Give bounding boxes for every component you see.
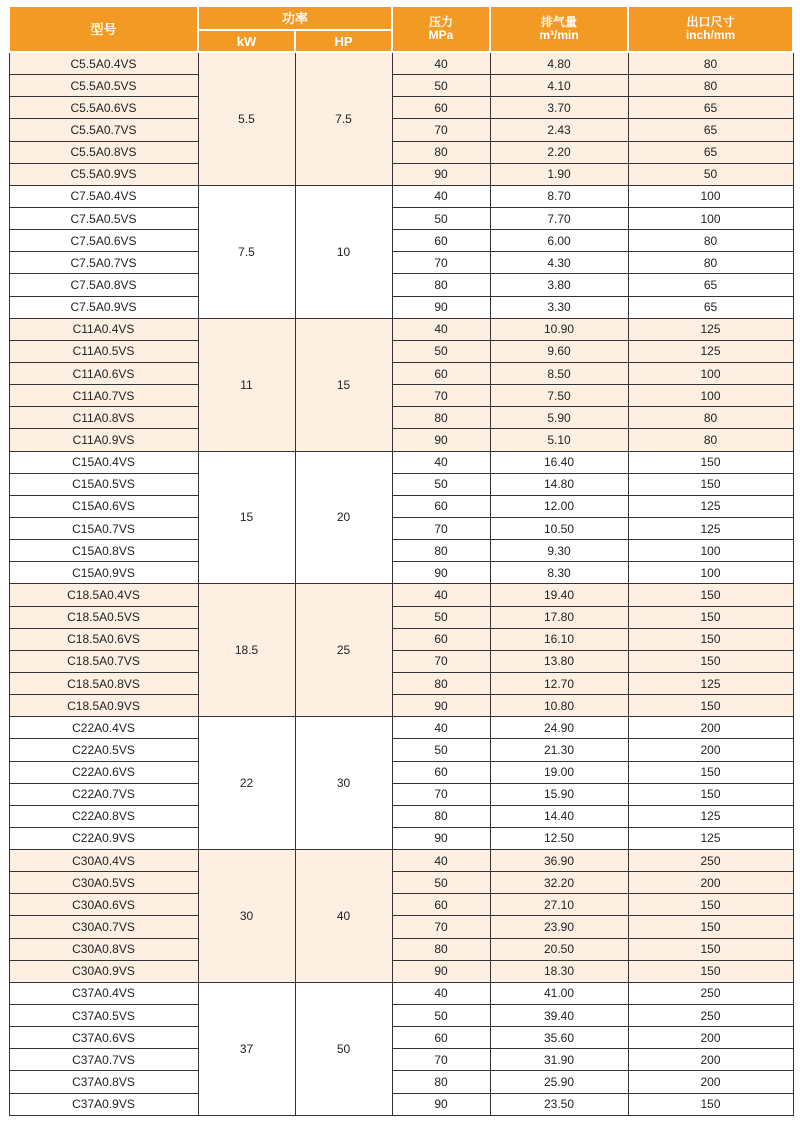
power-kw-cell: 22: [198, 717, 295, 850]
model-cell: C22A0.5VS: [9, 739, 198, 761]
model-cell: C11A0.6VS: [9, 362, 198, 384]
model-cell: C18.5A0.8VS: [9, 672, 198, 694]
flow-cell: 5.90: [490, 407, 628, 429]
outlet-cell: 150: [628, 938, 793, 960]
pressure-cell: 40: [392, 717, 490, 739]
model-cell: C5.5A0.5VS: [9, 75, 198, 97]
model-cell: C11A0.5VS: [9, 340, 198, 362]
pressure-cell: 80: [392, 1071, 490, 1093]
model-cell: C30A0.6VS: [9, 894, 198, 916]
model-cell: C18.5A0.4VS: [9, 584, 198, 606]
model-cell: C37A0.7VS: [9, 1049, 198, 1071]
power-kw-cell: 15: [198, 451, 295, 584]
model-cell: C5.5A0.8VS: [9, 141, 198, 163]
table-row: [9, 606, 793, 628]
flow-cell: 16.40: [490, 451, 628, 473]
header-flow: [490, 6, 628, 52]
header-pressure-label: 压力: [429, 15, 454, 29]
model-cell: C5.5A0.4VS: [9, 52, 198, 75]
pressure-cell: 70: [392, 252, 490, 274]
flow-cell: 6.00: [490, 230, 628, 252]
pressure-cell: 70: [392, 119, 490, 141]
table-row: [9, 672, 793, 694]
outlet-cell: 65: [628, 296, 793, 318]
pressure-cell: 80: [392, 672, 490, 694]
flow-cell: 7.70: [490, 207, 628, 229]
flow-cell: 23.90: [490, 916, 628, 938]
outlet-cell: 125: [628, 340, 793, 362]
power-kw-cell: 18.5: [198, 584, 295, 717]
model-cell: C7.5A0.6VS: [9, 230, 198, 252]
table-row: [9, 407, 793, 429]
outlet-cell: 80: [628, 252, 793, 274]
pressure-cell: 40: [392, 52, 490, 75]
pressure-cell: 60: [392, 1027, 490, 1049]
power-kw-cell: 11: [198, 318, 295, 451]
table-row: [9, 230, 793, 252]
pressure-cell: 90: [392, 695, 490, 717]
power-hp-cell: 30: [295, 717, 392, 850]
table-row: [9, 827, 793, 849]
flow-cell: 10.80: [490, 695, 628, 717]
model-cell: C7.5A0.5VS: [9, 207, 198, 229]
table-row: [9, 850, 793, 872]
table-row: [9, 717, 793, 739]
outlet-cell: 150: [628, 894, 793, 916]
power-hp-cell: 10: [295, 185, 392, 318]
pressure-cell: 60: [392, 97, 490, 119]
model-cell: C30A0.5VS: [9, 872, 198, 894]
flow-cell: 10.50: [490, 517, 628, 539]
pressure-cell: 80: [392, 938, 490, 960]
outlet-cell: 125: [628, 827, 793, 849]
outlet-cell: 100: [628, 385, 793, 407]
flow-cell: 3.30: [490, 296, 628, 318]
outlet-cell: 150: [628, 650, 793, 672]
outlet-cell: 125: [628, 495, 793, 517]
header-pressure: [392, 6, 490, 52]
pressure-cell: 80: [392, 407, 490, 429]
flow-cell: 4.10: [490, 75, 628, 97]
outlet-cell: 80: [628, 407, 793, 429]
pressure-cell: 90: [392, 429, 490, 451]
outlet-cell: 65: [628, 97, 793, 119]
outlet-cell: 100: [628, 362, 793, 384]
flow-cell: 1.90: [490, 163, 628, 185]
model-cell: C18.5A0.9VS: [9, 695, 198, 717]
header-flow-label: 排气量: [541, 15, 578, 29]
table-row: [9, 274, 793, 296]
flow-cell: 14.80: [490, 473, 628, 495]
table-row: [9, 429, 793, 451]
flow-cell: 9.60: [490, 340, 628, 362]
outlet-cell: 65: [628, 274, 793, 296]
table-row: [9, 495, 793, 517]
model-cell: C5.5A0.6VS: [9, 97, 198, 119]
model-cell: C22A0.6VS: [9, 761, 198, 783]
outlet-cell: 125: [628, 318, 793, 340]
outlet-cell: 150: [628, 628, 793, 650]
outlet-cell: 150: [628, 695, 793, 717]
outlet-cell: 100: [628, 185, 793, 207]
outlet-cell: 150: [628, 761, 793, 783]
table-row: [9, 451, 793, 473]
outlet-cell: 80: [628, 230, 793, 252]
pressure-cell: 50: [392, 473, 490, 495]
outlet-cell: 50: [628, 163, 793, 185]
pressure-cell: 40: [392, 185, 490, 207]
header-kw: kW: [198, 30, 295, 52]
pressure-cell: 80: [392, 805, 490, 827]
pressure-cell: 70: [392, 385, 490, 407]
pressure-cell: 90: [392, 1093, 490, 1115]
table-row: [9, 75, 793, 97]
header-power: 功率: [198, 6, 392, 30]
pressure-cell: 60: [392, 362, 490, 384]
flow-cell: 19.40: [490, 584, 628, 606]
power-hp-cell: 50: [295, 982, 392, 1115]
model-cell: C15A0.5VS: [9, 473, 198, 495]
pressure-cell: 80: [392, 141, 490, 163]
flow-cell: 10.90: [490, 318, 628, 340]
header-model: 型号: [9, 6, 198, 52]
flow-cell: 23.50: [490, 1093, 628, 1115]
table-header: [9, 6, 793, 52]
pressure-cell: 60: [392, 230, 490, 252]
table-row: [9, 650, 793, 672]
table-row: [9, 185, 793, 207]
pressure-cell: 50: [392, 340, 490, 362]
flow-cell: 17.80: [490, 606, 628, 628]
outlet-cell: 125: [628, 517, 793, 539]
model-cell: C15A0.7VS: [9, 517, 198, 539]
table-row: [9, 1071, 793, 1093]
model-cell: C15A0.9VS: [9, 562, 198, 584]
pressure-cell: 50: [392, 872, 490, 894]
flow-cell: 8.50: [490, 362, 628, 384]
outlet-cell: 150: [628, 584, 793, 606]
table-row: [9, 695, 793, 717]
outlet-cell: 100: [628, 540, 793, 562]
table-row: [9, 163, 793, 185]
outlet-cell: 125: [628, 672, 793, 694]
flow-cell: 5.10: [490, 429, 628, 451]
outlet-cell: 150: [628, 473, 793, 495]
pressure-cell: 40: [392, 318, 490, 340]
outlet-cell: 150: [628, 783, 793, 805]
power-hp-cell: 25: [295, 584, 392, 717]
model-cell: C11A0.7VS: [9, 385, 198, 407]
table-row: [9, 1005, 793, 1027]
outlet-cell: 65: [628, 141, 793, 163]
outlet-cell: 80: [628, 52, 793, 75]
model-cell: C7.5A0.7VS: [9, 252, 198, 274]
table-row: [9, 783, 793, 805]
model-cell: C11A0.9VS: [9, 429, 198, 451]
table-row: [9, 119, 793, 141]
model-cell: C30A0.7VS: [9, 916, 198, 938]
model-cell: C11A0.4VS: [9, 318, 198, 340]
outlet-cell: 150: [628, 451, 793, 473]
table-row: [9, 207, 793, 229]
pressure-cell: 60: [392, 628, 490, 650]
outlet-cell: 65: [628, 119, 793, 141]
outlet-cell: 150: [628, 916, 793, 938]
table-row: [9, 562, 793, 584]
power-kw-cell: 30: [198, 850, 295, 983]
model-cell: C5.5A0.7VS: [9, 119, 198, 141]
outlet-cell: 80: [628, 429, 793, 451]
flow-cell: 12.00: [490, 495, 628, 517]
flow-cell: 3.80: [490, 274, 628, 296]
header-outlet-label: 出口尺寸: [686, 15, 735, 29]
model-cell: C37A0.9VS: [9, 1093, 198, 1115]
model-cell: C22A0.8VS: [9, 805, 198, 827]
model-cell: C15A0.8VS: [9, 540, 198, 562]
power-kw-cell: 37: [198, 982, 295, 1115]
outlet-cell: 200: [628, 872, 793, 894]
outlet-cell: 250: [628, 850, 793, 872]
table-row: [9, 362, 793, 384]
flow-cell: 41.00: [490, 982, 628, 1004]
outlet-cell: 150: [628, 1093, 793, 1115]
pressure-cell: 50: [392, 606, 490, 628]
table-row: [9, 318, 793, 340]
table-row: [9, 1049, 793, 1071]
table-row: [9, 894, 793, 916]
model-cell: C7.5A0.9VS: [9, 296, 198, 318]
table-row: [9, 982, 793, 1004]
pressure-cell: 40: [392, 982, 490, 1004]
outlet-cell: 250: [628, 1005, 793, 1027]
pressure-cell: 40: [392, 584, 490, 606]
power-hp-cell: 20: [295, 451, 392, 584]
flow-cell: 7.50: [490, 385, 628, 407]
pressure-cell: 50: [392, 1005, 490, 1027]
pressure-cell: 50: [392, 75, 490, 97]
table-row: [9, 1093, 793, 1115]
model-cell: C7.5A0.4VS: [9, 185, 198, 207]
header-outlet-unit: inch/mm: [685, 28, 736, 42]
pressure-cell: 40: [392, 850, 490, 872]
model-cell: C30A0.4VS: [9, 850, 198, 872]
table-body: [9, 52, 793, 1115]
power-kw-cell: 7.5: [198, 185, 295, 318]
pressure-cell: 90: [392, 296, 490, 318]
pressure-cell: 50: [392, 207, 490, 229]
table-row: [9, 97, 793, 119]
outlet-cell: 100: [628, 207, 793, 229]
table-row: [9, 473, 793, 495]
outlet-cell: 100: [628, 562, 793, 584]
outlet-cell: 125: [628, 805, 793, 827]
model-cell: C37A0.5VS: [9, 1005, 198, 1027]
model-cell: C37A0.6VS: [9, 1027, 198, 1049]
outlet-cell: 250: [628, 982, 793, 1004]
flow-cell: 14.40: [490, 805, 628, 827]
flow-cell: 20.50: [490, 938, 628, 960]
model-cell: C7.5A0.8VS: [9, 274, 198, 296]
flow-cell: 16.10: [490, 628, 628, 650]
model-cell: C37A0.8VS: [9, 1071, 198, 1093]
flow-cell: 8.70: [490, 185, 628, 207]
table-row: [9, 252, 793, 274]
table-row: [9, 628, 793, 650]
power-hp-cell: 40: [295, 850, 392, 983]
table-row: [9, 872, 793, 894]
pressure-cell: 60: [392, 894, 490, 916]
flow-cell: 12.50: [490, 827, 628, 849]
table-row: [9, 584, 793, 606]
table-row: [9, 141, 793, 163]
model-cell: C30A0.8VS: [9, 938, 198, 960]
outlet-cell: 200: [628, 1027, 793, 1049]
flow-cell: 36.90: [490, 850, 628, 872]
model-cell: C5.5A0.9VS: [9, 163, 198, 185]
model-cell: C18.5A0.6VS: [9, 628, 198, 650]
pressure-cell: 80: [392, 274, 490, 296]
pressure-cell: 40: [392, 451, 490, 473]
flow-cell: 8.30: [490, 562, 628, 584]
outlet-cell: 200: [628, 739, 793, 761]
pressure-cell: 60: [392, 495, 490, 517]
model-cell: C15A0.6VS: [9, 495, 198, 517]
table-row: [9, 52, 793, 75]
outlet-cell: 80: [628, 75, 793, 97]
flow-cell: 32.20: [490, 872, 628, 894]
flow-cell: 12.70: [490, 672, 628, 694]
table-row: [9, 385, 793, 407]
pressure-cell: 70: [392, 1049, 490, 1071]
power-kw-cell: 5.5: [198, 52, 295, 185]
pressure-cell: 80: [392, 540, 490, 562]
table-row: [9, 739, 793, 761]
pressure-cell: 70: [392, 517, 490, 539]
pressure-cell: 50: [392, 739, 490, 761]
flow-cell: 19.00: [490, 761, 628, 783]
spec-table: [8, 5, 794, 1116]
flow-cell: 3.70: [490, 97, 628, 119]
model-cell: C37A0.4VS: [9, 982, 198, 1004]
model-cell: C22A0.9VS: [9, 827, 198, 849]
table-row: [9, 938, 793, 960]
flow-cell: 39.40: [490, 1005, 628, 1027]
model-cell: C15A0.4VS: [9, 451, 198, 473]
flow-cell: 21.30: [490, 739, 628, 761]
outlet-cell: 200: [628, 1071, 793, 1093]
flow-cell: 2.20: [490, 141, 628, 163]
model-cell: C18.5A0.5VS: [9, 606, 198, 628]
flow-cell: 27.10: [490, 894, 628, 916]
flow-cell: 18.30: [490, 960, 628, 982]
flow-cell: 4.30: [490, 252, 628, 274]
pressure-cell: 70: [392, 916, 490, 938]
model-cell: C30A0.9VS: [9, 960, 198, 982]
outlet-cell: 200: [628, 717, 793, 739]
pressure-cell: 90: [392, 562, 490, 584]
pressure-cell: 70: [392, 650, 490, 672]
table-row: [9, 340, 793, 362]
outlet-cell: 150: [628, 960, 793, 982]
header-pressure-unit: MPa: [428, 28, 454, 42]
table-row: [9, 805, 793, 827]
outlet-cell: 200: [628, 1049, 793, 1071]
flow-cell: 4.80: [490, 52, 628, 75]
pressure-cell: 90: [392, 163, 490, 185]
table-row: [9, 1027, 793, 1049]
pressure-cell: 90: [392, 960, 490, 982]
header-hp: HP: [295, 30, 392, 52]
model-cell: C11A0.8VS: [9, 407, 198, 429]
pressure-cell: 90: [392, 827, 490, 849]
table-row: [9, 540, 793, 562]
power-hp-cell: 15: [295, 318, 392, 451]
flow-cell: 15.90: [490, 783, 628, 805]
model-cell: C22A0.4VS: [9, 717, 198, 739]
model-cell: C18.5A0.7VS: [9, 650, 198, 672]
table-row: [9, 916, 793, 938]
pressure-cell: 70: [392, 783, 490, 805]
outlet-cell: 150: [628, 606, 793, 628]
flow-cell: 2.43: [490, 119, 628, 141]
flow-cell: 13.80: [490, 650, 628, 672]
flow-cell: 31.90: [490, 1049, 628, 1071]
flow-cell: 24.90: [490, 717, 628, 739]
header-flow-unit: m³/min: [539, 28, 579, 42]
flow-cell: 25.90: [490, 1071, 628, 1093]
flow-cell: 35.60: [490, 1027, 628, 1049]
flow-cell: 9.30: [490, 540, 628, 562]
table-row: [9, 517, 793, 539]
table-row: [9, 960, 793, 982]
table-row: [9, 761, 793, 783]
pressure-cell: 60: [392, 761, 490, 783]
header-outlet: [628, 6, 793, 52]
model-cell: C22A0.7VS: [9, 783, 198, 805]
power-hp-cell: 7.5: [295, 52, 392, 185]
table-row: [9, 296, 793, 318]
